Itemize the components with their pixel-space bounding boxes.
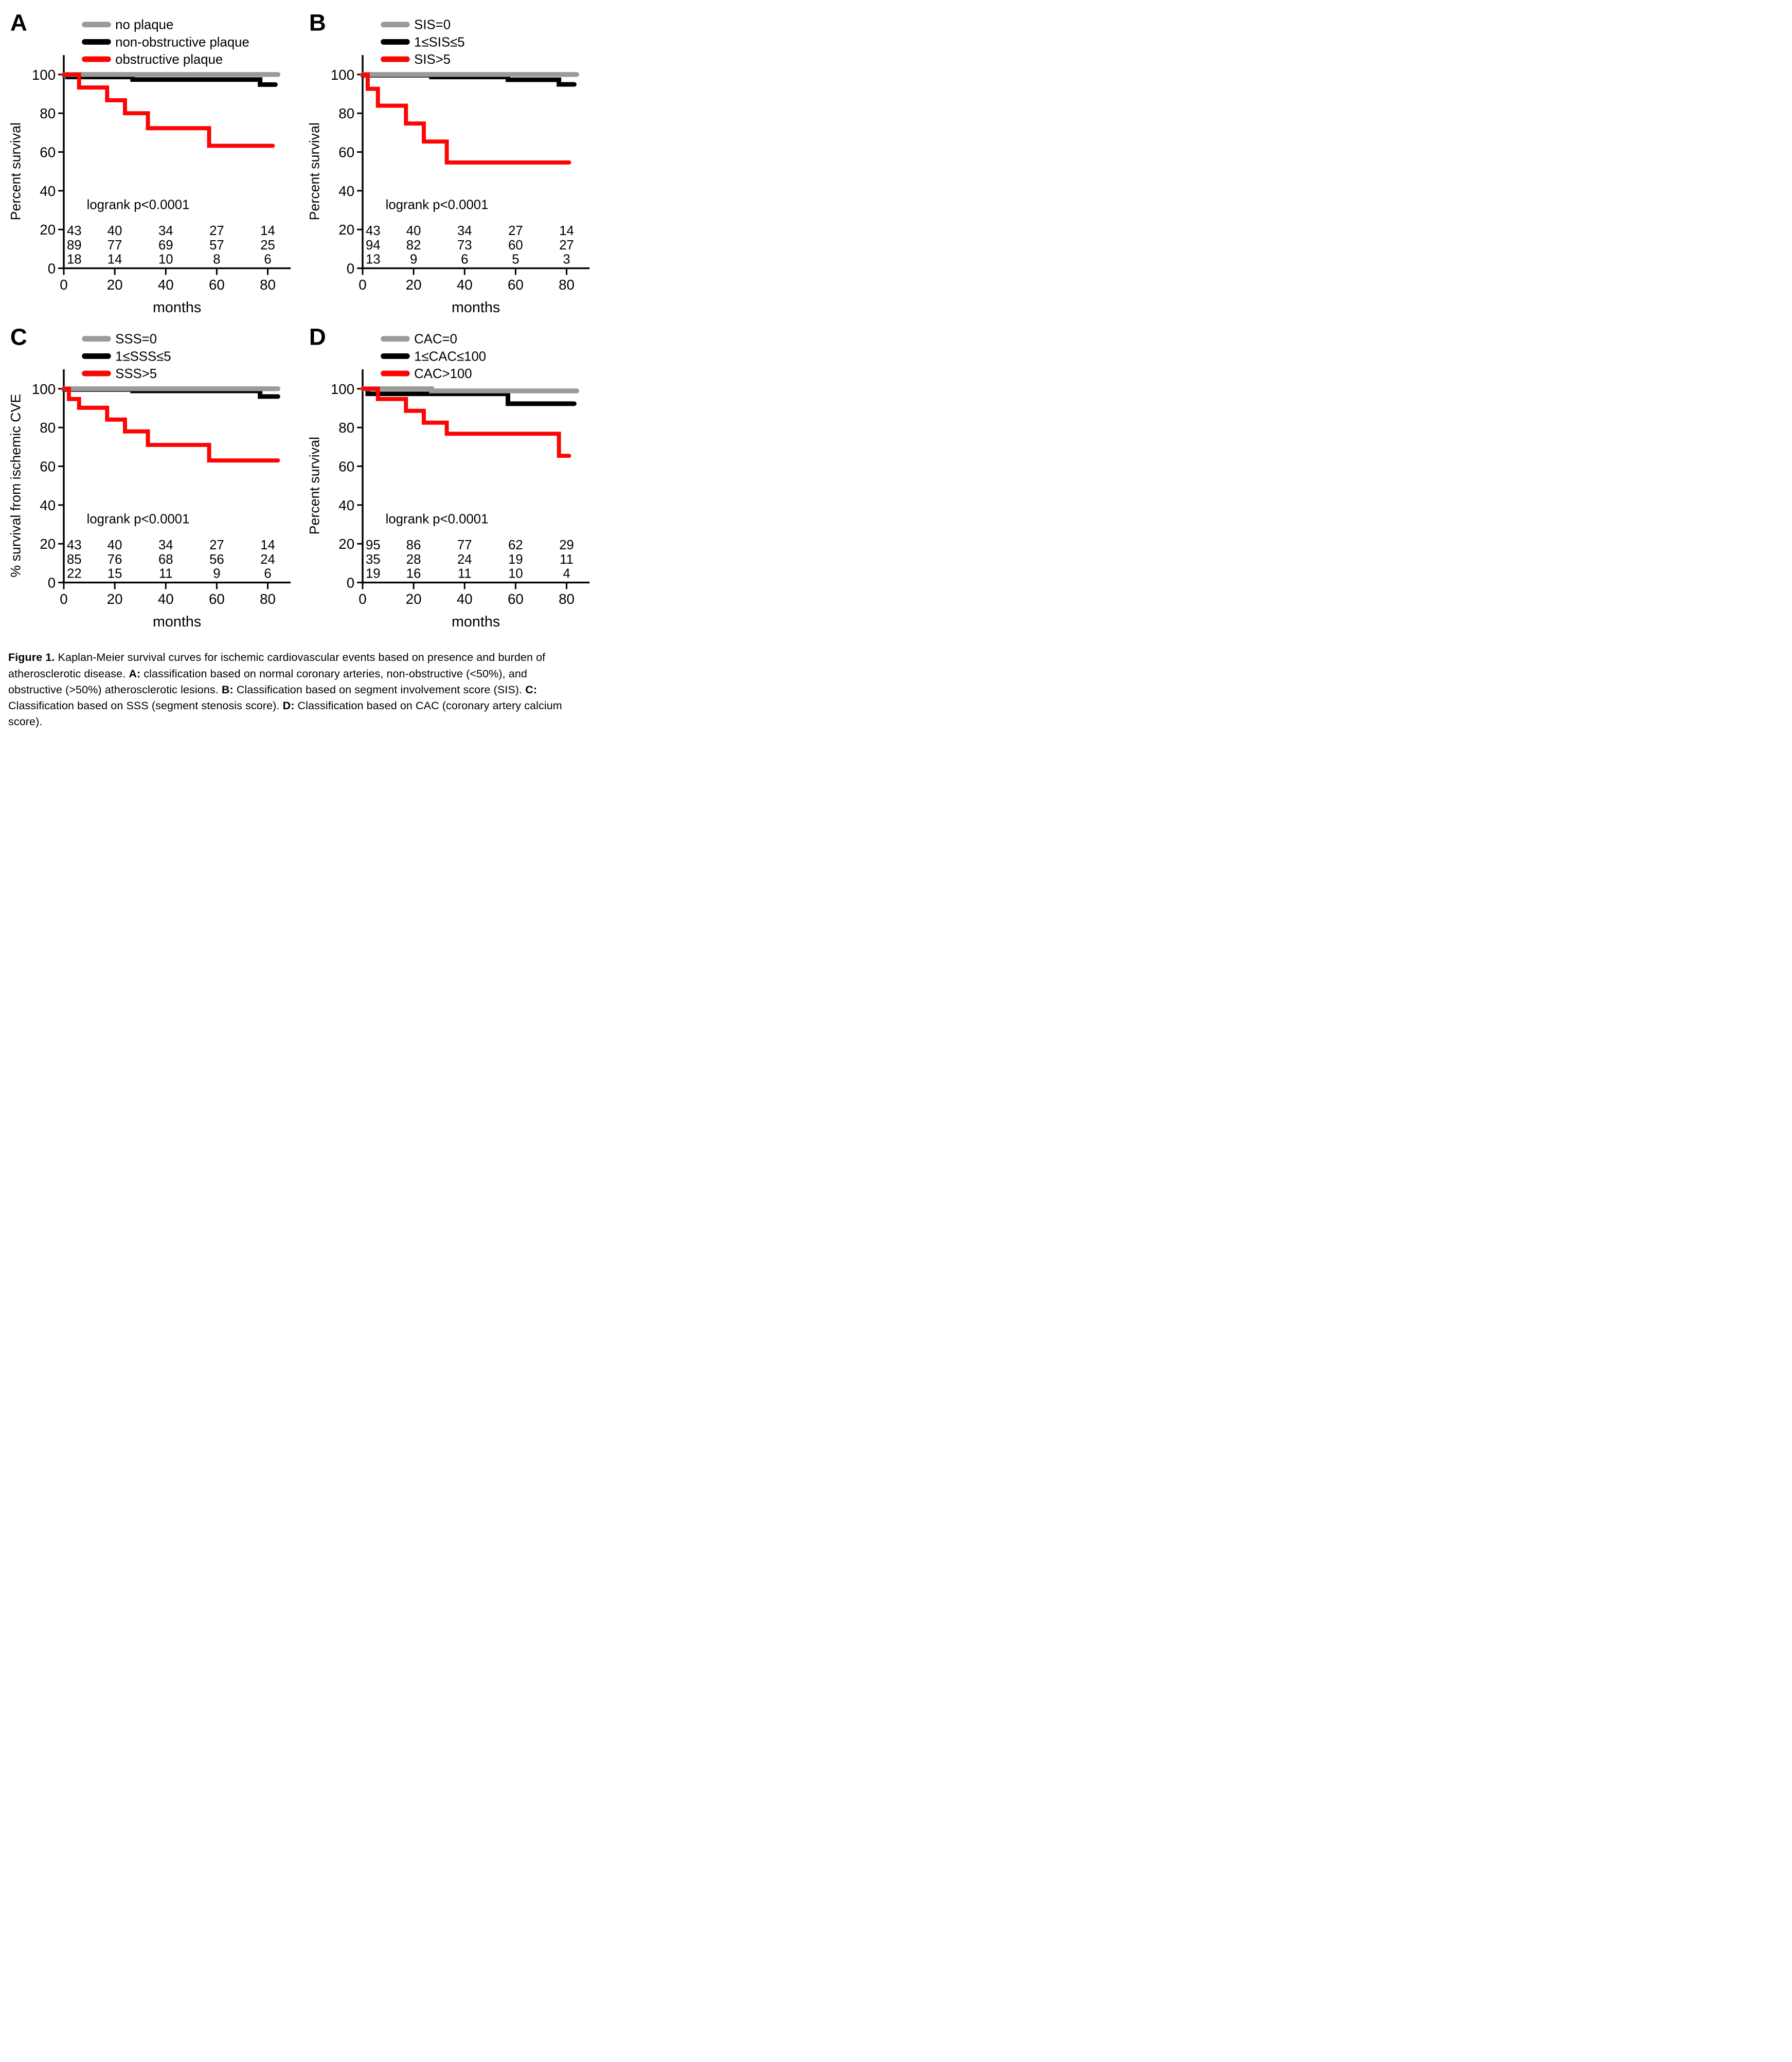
y-tick-label: 0 — [47, 260, 56, 277]
logrank-annotation: logrank p<0.0001 — [385, 198, 489, 212]
at-risk-count: 27 — [209, 537, 224, 552]
at-risk-count: 60 — [508, 238, 523, 253]
caption-bold-segment: D: — [282, 699, 295, 712]
at-risk-count: 34 — [158, 224, 173, 239]
at-risk-count: 40 — [107, 537, 122, 552]
at-risk-count: 27 — [508, 224, 523, 239]
y-tick-label: 20 — [338, 222, 355, 238]
panel-A — [5, 6, 301, 318]
at-risk-count: 95 — [365, 537, 381, 552]
y-tick-label: 0 — [346, 260, 355, 277]
at-risk-count: 6 — [461, 252, 469, 267]
at-risk-count: 89 — [66, 238, 82, 253]
at-risk-count: 10 — [158, 252, 173, 267]
y-axis-title: Percent survival — [307, 122, 322, 221]
x-axis-title: months — [451, 299, 500, 316]
y-tick-label: 20 — [40, 535, 56, 552]
panel-letter: D — [309, 324, 326, 350]
at-risk-count: 4 — [563, 566, 570, 581]
x-tick-label: 80 — [559, 590, 575, 607]
legend-label: SIS=0 — [414, 17, 451, 32]
x-tick-label: 40 — [456, 590, 473, 607]
y-tick-label: 20 — [338, 535, 355, 552]
at-risk-count: 76 — [107, 552, 122, 567]
x-tick-label: 40 — [157, 277, 174, 293]
at-risk-count: 77 — [107, 238, 122, 253]
survival-curve-red — [363, 75, 569, 163]
caption-text-segment: Classification based on CAC (coronary artery calcium score). — [8, 699, 562, 728]
at-risk-count: 56 — [209, 552, 224, 567]
at-risk-count: 14 — [107, 252, 122, 267]
at-risk-count: 28 — [406, 552, 421, 567]
y-tick-label: 40 — [40, 497, 56, 513]
y-tick-label: 80 — [40, 105, 56, 122]
km-plot-D — [304, 320, 600, 633]
at-risk-count: 14 — [559, 224, 574, 239]
y-axis-title: Percent survival — [307, 436, 322, 535]
caption-bold-segment: A: — [129, 667, 141, 680]
at-risk-count: 9 — [213, 566, 221, 581]
at-risk-count: 35 — [365, 552, 381, 567]
y-tick-label: 60 — [40, 144, 56, 160]
at-risk-count: 27 — [559, 238, 574, 253]
y-tick-label: 100 — [31, 381, 56, 397]
x-tick-label: 0 — [60, 590, 68, 607]
at-risk-count: 34 — [457, 224, 472, 239]
at-risk-count: 8 — [213, 252, 221, 267]
legend-label: non-obstructive plaque — [115, 35, 249, 50]
logrank-annotation: logrank p<0.0001 — [385, 512, 489, 527]
at-risk-count: 13 — [365, 252, 381, 267]
panel-letter: C — [10, 324, 27, 350]
y-tick-label: 60 — [338, 144, 355, 160]
legend-label: 1≤SSS≤5 — [115, 349, 171, 364]
logrank-annotation: logrank p<0.0001 — [86, 198, 190, 212]
at-risk-count: 24 — [457, 552, 472, 567]
at-risk-count: 9 — [409, 252, 418, 267]
at-risk-count: 82 — [406, 238, 421, 253]
y-tick-label: 60 — [338, 458, 355, 475]
logrank-annotation: logrank p<0.0001 — [86, 512, 190, 527]
x-tick-label: 0 — [359, 590, 367, 607]
survival-curve-red — [64, 389, 278, 460]
x-tick-label: 40 — [157, 590, 174, 607]
at-risk-count: 14 — [260, 224, 275, 239]
caption-bold-segment: C: — [525, 683, 537, 696]
legend-label: no plaque — [115, 17, 174, 32]
y-tick-label: 100 — [330, 66, 355, 83]
y-tick-label: 20 — [40, 222, 56, 238]
at-risk-count: 11 — [457, 566, 472, 581]
y-tick-label: 60 — [40, 458, 56, 475]
caption-bold-segment: Figure 1. — [8, 651, 55, 664]
at-risk-count: 27 — [209, 224, 224, 239]
x-tick-label: 20 — [106, 590, 123, 607]
y-tick-label: 80 — [338, 105, 355, 122]
at-risk-count: 11 — [158, 566, 173, 581]
panel-D — [304, 320, 600, 633]
at-risk-count: 85 — [66, 552, 82, 567]
at-risk-count: 43 — [365, 224, 381, 239]
y-tick-label: 100 — [31, 66, 56, 83]
at-risk-count: 68 — [158, 552, 173, 567]
at-risk-count: 43 — [66, 537, 82, 552]
at-risk-count: 3 — [563, 252, 570, 267]
survival-curve-red — [363, 389, 569, 456]
x-axis-title: months — [152, 299, 202, 316]
y-tick-label: 0 — [346, 575, 355, 591]
at-risk-count: 14 — [260, 537, 275, 552]
x-tick-label: 80 — [260, 590, 276, 607]
caption-text-segment: Kaplan-Meier survival curves for ischemic cardiovascular events based on presence and burden of atherosclerotic disease. — [8, 651, 546, 680]
at-risk-count: 6 — [264, 252, 272, 267]
y-axis-title: % survival from ischemic CVE — [8, 393, 24, 578]
at-risk-count: 19 — [365, 566, 381, 581]
legend-label: SSS>5 — [115, 366, 157, 381]
legend-label: CAC=0 — [414, 332, 457, 347]
at-risk-count: 94 — [365, 238, 381, 253]
x-tick-label: 0 — [359, 277, 367, 293]
y-tick-label: 40 — [338, 183, 355, 199]
panel-letter: A — [10, 9, 27, 36]
at-risk-count: 69 — [158, 238, 173, 253]
y-tick-label: 80 — [40, 419, 56, 436]
at-risk-count: 15 — [107, 566, 122, 581]
x-tick-label: 0 — [60, 277, 68, 293]
at-risk-count: 86 — [406, 537, 421, 552]
y-tick-label: 40 — [338, 497, 355, 513]
at-risk-count: 5 — [512, 252, 519, 267]
panels-grid — [0, 0, 598, 632]
x-tick-label: 40 — [456, 277, 473, 293]
km-plot-A — [5, 6, 301, 318]
y-tick-label: 0 — [47, 575, 56, 591]
at-risk-count: 10 — [508, 566, 523, 581]
y-axis-title: Percent survival — [8, 122, 24, 221]
at-risk-count: 22 — [66, 566, 82, 581]
x-tick-label: 20 — [405, 590, 422, 607]
x-tick-label: 80 — [260, 277, 276, 293]
x-tick-label: 60 — [208, 277, 225, 293]
at-risk-count: 18 — [66, 252, 82, 267]
caption-text-segment: Classification based on segment involvement score (SIS). — [233, 683, 526, 696]
legend-label: CAC>100 — [414, 366, 472, 381]
at-risk-count: 40 — [406, 224, 421, 239]
x-tick-label: 60 — [507, 590, 524, 607]
x-tick-label: 20 — [405, 277, 422, 293]
x-tick-label: 60 — [507, 277, 524, 293]
at-risk-count: 24 — [260, 552, 275, 567]
x-axis-title: months — [451, 613, 500, 630]
panel-C — [5, 320, 301, 633]
at-risk-count: 16 — [406, 566, 421, 581]
at-risk-count: 6 — [264, 566, 272, 581]
x-tick-label: 80 — [559, 277, 575, 293]
caption-text-segment: Classification based on SSS (segment stenosis score). — [8, 699, 283, 712]
y-tick-label: 40 — [40, 183, 56, 199]
legend-label: 1≤SIS≤5 — [414, 35, 465, 50]
survival-curve-red — [64, 75, 273, 146]
at-risk-count: 62 — [508, 537, 523, 552]
at-risk-count: 40 — [107, 224, 122, 239]
caption-text-segment: classification based on normal coronary arteries, non-obstructive (<50%), and obstructive (>50%) atherosclerotic lesions. — [8, 667, 527, 696]
at-risk-count: 43 — [66, 224, 82, 239]
figure-caption — [0, 632, 598, 751]
caption-bold-segment: B: — [221, 683, 234, 696]
at-risk-count: 34 — [158, 537, 173, 552]
at-risk-count: 19 — [508, 552, 523, 567]
y-tick-label: 100 — [330, 381, 355, 397]
at-risk-count: 25 — [260, 238, 275, 253]
at-risk-count: 77 — [457, 537, 472, 552]
legend-label: obstructive plaque — [115, 52, 223, 67]
at-risk-count: 73 — [457, 238, 472, 253]
x-tick-label: 60 — [208, 590, 225, 607]
y-tick-label: 80 — [338, 419, 355, 436]
legend-label: SSS=0 — [115, 332, 157, 347]
km-plot-B — [304, 6, 600, 318]
x-axis-title: months — [152, 613, 202, 630]
at-risk-count: 11 — [560, 552, 574, 567]
legend-label: 1≤CAC≤100 — [414, 349, 487, 364]
x-tick-label: 20 — [106, 277, 123, 293]
km-plot-C — [5, 320, 301, 633]
legend-label: SIS>5 — [414, 52, 451, 67]
survival-curve-gray — [363, 389, 577, 391]
panel-letter: B — [309, 9, 326, 36]
panel-B — [304, 6, 600, 318]
at-risk-count: 57 — [209, 238, 224, 253]
at-risk-count: 29 — [559, 537, 574, 552]
